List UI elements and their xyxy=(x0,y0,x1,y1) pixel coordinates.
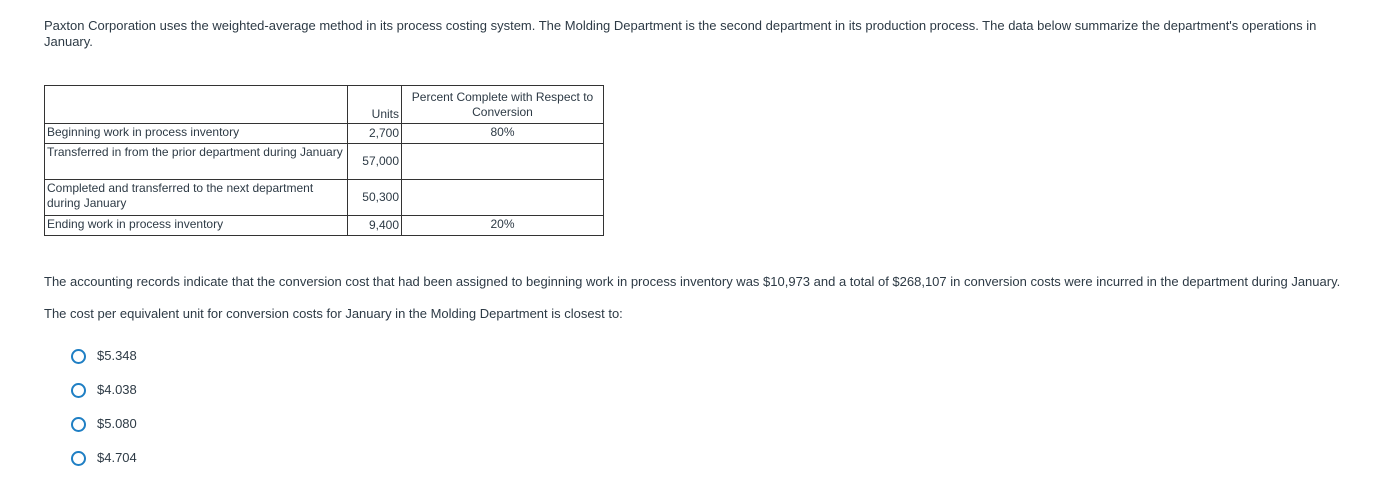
table-row xyxy=(45,216,604,236)
header-percent-complete: Percent Complete with Respect to Conversion xyxy=(402,86,604,124)
row-percent xyxy=(402,144,604,180)
header-label xyxy=(45,86,348,124)
accounting-records-text: The accounting records indicate that the conversion cost that had been assigned to beginning work in process inventory was $10,973 and a total of $268,107 in conversion costs were incurred in the department during January. xyxy=(44,274,1341,289)
row-label: Transferred in from the prior department during January xyxy=(45,144,348,180)
table-header-row xyxy=(45,86,604,124)
problem-intro: Paxton Corporation uses the weighted-average method in its process costing system. The Molding Department is the second department in its production process. The data below summarize the department's operations in January. xyxy=(44,18,1317,49)
table-row xyxy=(45,124,604,144)
answer-option-label[interactable]: $4.704 xyxy=(97,450,137,465)
row-label: Completed and transferred to the next department during January xyxy=(45,180,348,216)
department-data-table xyxy=(44,85,604,236)
answer-option-3[interactable] xyxy=(71,414,137,434)
answer-option-label[interactable]: $4.038 xyxy=(97,382,137,397)
answer-option-4[interactable] xyxy=(71,448,137,468)
row-units: 9,400 xyxy=(348,216,402,236)
table-row xyxy=(45,180,604,216)
answer-option-2[interactable] xyxy=(71,380,137,400)
question-text: The cost per equivalent unit for conversion costs for January in the Molding Department is closest to: xyxy=(44,306,623,321)
radio-button[interactable] xyxy=(71,451,86,466)
radio-button[interactable] xyxy=(71,417,86,432)
row-units: 57,000 xyxy=(348,144,402,180)
row-label: Beginning work in process inventory xyxy=(45,124,348,144)
table-row xyxy=(45,144,604,180)
radio-button[interactable] xyxy=(71,383,86,398)
answer-options xyxy=(71,346,137,482)
answer-option-label[interactable]: $5.348 xyxy=(97,348,137,363)
row-units: 2,700 xyxy=(348,124,402,144)
row-percent xyxy=(402,180,604,216)
answer-option-label[interactable]: $5.080 xyxy=(97,416,137,431)
row-percent: 80% xyxy=(402,124,604,144)
row-units: 50,300 xyxy=(348,180,402,216)
header-units: Units xyxy=(348,86,402,124)
answer-option-1[interactable] xyxy=(71,346,137,366)
row-label: Ending work in process inventory xyxy=(45,216,348,236)
row-percent: 20% xyxy=(402,216,604,236)
radio-button[interactable] xyxy=(71,349,86,364)
